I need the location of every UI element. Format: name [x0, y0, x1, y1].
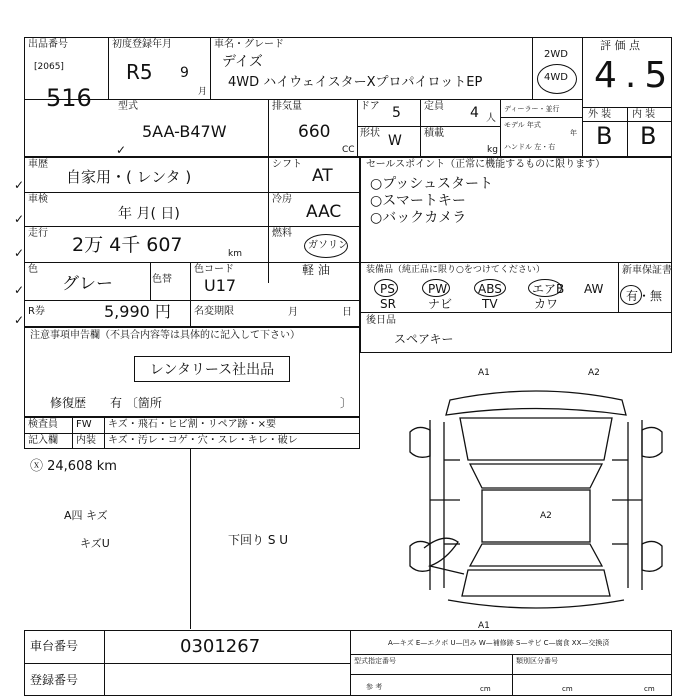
- doors-label: ドア: [360, 101, 380, 112]
- inspector-label2: 記入欄: [28, 435, 58, 446]
- cc-unit: CC: [342, 145, 355, 155]
- interior-label: 内 装: [632, 109, 656, 120]
- equip-abs: ABS: [478, 282, 502, 296]
- equip-circle: [474, 279, 506, 297]
- equipment-label: 装備品（純正品に限り○をつけてください）: [366, 265, 545, 275]
- model-label: 型式: [118, 101, 138, 112]
- cm-unit: cm: [480, 685, 491, 693]
- shift-label: シフト: [272, 159, 302, 170]
- displacement-label: 排気量: [272, 101, 302, 112]
- equip-circle: [528, 279, 565, 297]
- history-label: 車歴: [28, 159, 48, 170]
- notes-label: 注意事項申告欄（不具合内容等は具体的に記入して下さい）: [30, 330, 300, 341]
- fuel-gas: ガソリン: [308, 240, 348, 251]
- color: グレー: [62, 274, 113, 294]
- equip-sr: SR: [380, 297, 396, 311]
- handle-label: ハンドル 左・右: [504, 143, 556, 151]
- inspection-value: 年 月( 日): [118, 206, 180, 222]
- model-year-label: モデル 年式: [504, 121, 541, 129]
- chassis-number: 0301267: [180, 636, 261, 657]
- check-mark: ✓: [14, 178, 25, 192]
- load-label: 積載: [424, 128, 444, 139]
- first-reg-label: 初度登録年月: [112, 39, 172, 50]
- category-label: 類別区分番号: [516, 657, 558, 665]
- deadline-month: 月: [288, 307, 298, 318]
- inspector-label: 検査員: [28, 419, 58, 430]
- fuel-label: 燃料: [272, 228, 292, 239]
- equip-aw: AW: [584, 282, 604, 296]
- equip-ps: PS: [380, 282, 395, 296]
- int-text: キズ・汚レ・コゲ・穴・スレ・キレ・破レ: [108, 435, 298, 446]
- check-mark: ✓: [14, 313, 25, 327]
- car-damage-diagram: [400, 360, 672, 622]
- damage-mark: A2: [540, 511, 552, 521]
- int-label: 内装: [76, 435, 96, 446]
- score: 4.5: [594, 55, 676, 96]
- color-code-label: 色コード: [194, 264, 234, 275]
- capacity: 4: [470, 105, 479, 121]
- after-items-value: スペアキー: [394, 332, 454, 346]
- handwritten-note: 下回り S U: [228, 533, 289, 547]
- designation-label: 型式指定番号: [354, 657, 396, 665]
- chassis-label: 車台番号: [30, 639, 79, 653]
- model-code: 5AA-B47W: [142, 122, 227, 141]
- shift: AT: [312, 166, 333, 186]
- year-unit: 年: [570, 129, 577, 137]
- fw-label: FW: [76, 419, 92, 430]
- ac-label: 冷房: [272, 194, 292, 205]
- interior-grade: B: [640, 122, 657, 150]
- sales-point-item: ○スマートキー: [370, 193, 466, 209]
- drive-4wd: 4WD: [544, 72, 568, 83]
- mileage: 2万 4千 607: [72, 234, 183, 256]
- mileage-label: 走行: [28, 228, 48, 239]
- after-items-label: 後日品: [366, 315, 396, 326]
- displacement: 660: [298, 122, 331, 142]
- inspection-label: 車検: [28, 194, 48, 205]
- equip-leather: カワ: [534, 297, 559, 311]
- repair-value: 有 〔箇所: [110, 396, 162, 410]
- exterior-label: 外 装: [588, 109, 612, 120]
- new-warranty-label: 新車保証書: [622, 265, 672, 276]
- doors: 5: [392, 105, 401, 121]
- damage-mark: A1: [478, 621, 490, 631]
- ref-label: 参 考: [366, 683, 383, 691]
- equip-airbag: エアB: [532, 282, 565, 296]
- stamp-text: レンタリース社出品: [149, 362, 275, 378]
- check-mark: ✓: [14, 283, 25, 297]
- color-label: 色: [28, 264, 38, 275]
- sales-points-label: セールスポイント（正常に機能するものに限ります）: [366, 159, 606, 170]
- load-unit: kg: [487, 145, 498, 155]
- check-mark: ✓: [14, 246, 25, 260]
- drive-2wd: 2WD: [544, 49, 568, 60]
- recycle-label: R券: [28, 306, 45, 317]
- deadline-day: 日: [342, 307, 352, 318]
- damage-mark: A2: [588, 368, 600, 378]
- handwritten-mileage: ⓧ 24,608 km: [30, 459, 117, 474]
- reg-month-unit: 月: [198, 87, 208, 97]
- reg-era: R5: [126, 60, 153, 84]
- equip-navi: ナビ: [428, 297, 453, 311]
- recycle-amount: 5,990 円: [104, 302, 171, 321]
- lot-label: 出品番号: [28, 39, 68, 50]
- deadline-label: 名変期限: [194, 306, 234, 317]
- handwritten-note: キズU: [80, 537, 110, 550]
- capacity-unit: 人: [486, 113, 496, 124]
- rental-stamp: [134, 356, 290, 382]
- repair-close: 〕: [340, 396, 353, 410]
- history-value: 自家用・( レンタ ): [66, 168, 192, 186]
- car-grade: 4WD ハイウェイスターXプロパイロットEP: [228, 75, 483, 90]
- sales-point-item: ○プッシュスタート: [370, 176, 493, 192]
- check-mark: ✓: [116, 143, 127, 157]
- fw-text: キズ・飛石・ヒビ割・リペア跡・×要: [108, 419, 276, 430]
- score-label: 評 価 点: [600, 39, 640, 52]
- damage-legend: A—キズ E—エクボ U—凹み W—補修跡 S—サビ C—腐食 XX—交換済: [388, 639, 610, 647]
- equip-tv: TV: [482, 297, 498, 311]
- fuel-diesel: 軽 油: [302, 263, 330, 277]
- cm-unit: cm: [562, 685, 573, 693]
- handwritten-note: A四 キズ: [64, 509, 108, 522]
- shape-label: 形状: [360, 128, 380, 139]
- lot-sub: [2065]: [34, 62, 64, 72]
- color-code: U17: [204, 276, 237, 295]
- lot-number: 516: [46, 84, 92, 112]
- km-unit: km: [228, 249, 242, 259]
- color-change-label: 色替: [152, 274, 172, 285]
- reg-month: 9: [180, 65, 189, 81]
- dealer-label: ディーラー・並行: [504, 105, 560, 113]
- equip-circle: [422, 279, 450, 297]
- sales-point-item: ○バックカメラ: [370, 210, 467, 226]
- exterior-grade: B: [596, 122, 613, 150]
- car-name: デイズ: [222, 54, 263, 70]
- new-warranty: 有・無: [626, 289, 663, 303]
- shape: W: [388, 133, 402, 149]
- equip-pw: PW: [428, 282, 448, 296]
- header-frame: [24, 37, 672, 157]
- car-name-label: 車名・グレード: [214, 39, 284, 50]
- damage-mark: A1: [478, 368, 490, 378]
- cm-unit: cm: [644, 685, 655, 693]
- ac-type: AAC: [306, 202, 342, 222]
- warranty-circle: [620, 285, 642, 305]
- capacity-label: 定員: [424, 101, 444, 112]
- repair-label: 修復歴: [50, 396, 87, 410]
- check-mark: ✓: [14, 212, 25, 226]
- registration-label: 登録番号: [30, 673, 79, 687]
- equip-circle: [374, 279, 398, 297]
